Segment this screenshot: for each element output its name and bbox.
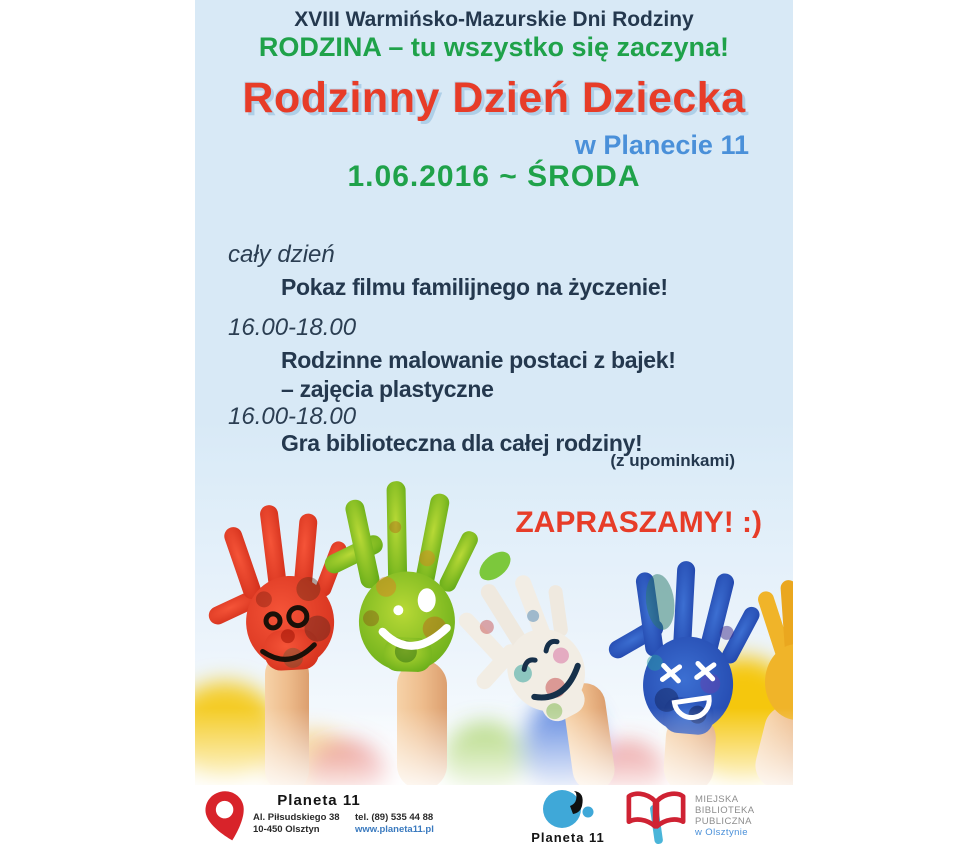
schedule-event-2: Rodzinne malowanie postaci z bajek! (281, 347, 676, 373)
schedule-time-2: 16.00-18.00 (228, 314, 357, 341)
venue-name: w Planecie 11 (574, 130, 749, 160)
schedule-note: (z upominkami) (610, 451, 735, 470)
planeta-wordmark: Planeta 11 (277, 792, 361, 809)
photo-bottom-haze (195, 708, 793, 785)
library-name-line2: BIBLIOTEKA (695, 805, 755, 816)
library-name-line3: PUBLICZNA (695, 816, 752, 827)
planeta-pin-icon (201, 788, 251, 846)
planeta-address-line2: 10-450 Olsztyn (253, 824, 320, 835)
schedule-event-1: Pokaz filmu familijnego na życzenie! (281, 274, 668, 300)
planeta-address-line1: Al. Piłsudskiego 38 (253, 812, 340, 823)
library-city: w Olsztynie (695, 827, 748, 838)
footer (195, 785, 793, 849)
schedule-event-3: Gra biblioteczna dla całej rodziny! (281, 430, 643, 456)
planeta-address (253, 812, 340, 836)
event-date: 1.06.2016 ~ ŚRODA (347, 160, 641, 193)
planeta-contact (355, 812, 434, 836)
invitation-text: ZAPRASZAMY! :) (515, 506, 762, 539)
planeta-logo-caption: Planeta 11 (531, 830, 605, 845)
planeta-phone: tel. (89) 535 44 88 (355, 812, 434, 823)
poster-title: Rodzinny Dzień Dziecka (242, 74, 746, 122)
slogan: RODZINA – tu wszystko się zaczyna! (258, 32, 730, 62)
schedule-time-1: cały dzień (228, 241, 335, 268)
library-name-line1: MIEJSKA (695, 794, 739, 805)
planeta-website: www.planeta11.pl (355, 824, 434, 835)
schedule-event-2-cont: – zajęcia plastyczne (281, 376, 494, 402)
library-name (695, 794, 754, 838)
poster (195, 0, 793, 849)
planeta11-circle-logo-icon (540, 788, 598, 830)
event-series-title: XVIII Warmińsko-Mazurskie Dni Rodziny (294, 8, 694, 31)
schedule-time-3: 16.00-18.00 (228, 403, 357, 430)
library-book-icon (623, 788, 689, 846)
